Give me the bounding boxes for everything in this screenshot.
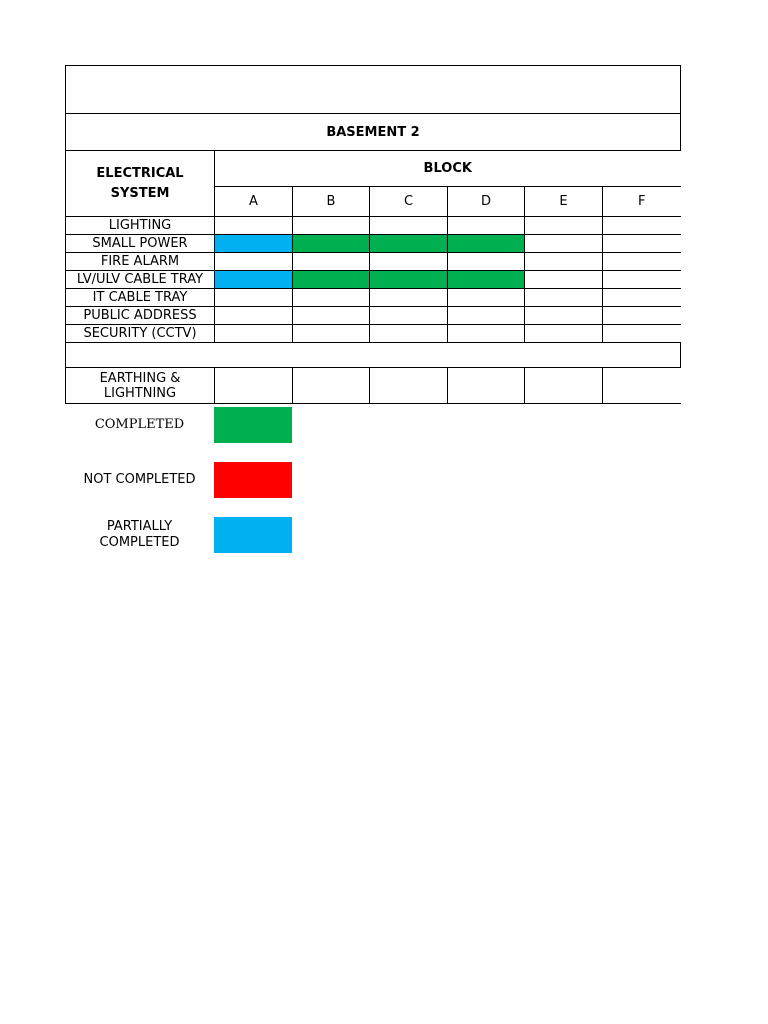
- legend-swatch: [214, 517, 292, 553]
- status-cell-a: [215, 325, 293, 343]
- status-cell-b: [293, 325, 370, 343]
- status-cell-e: [525, 307, 603, 325]
- status-cell-d: [448, 235, 525, 253]
- status-cell-c: [370, 217, 448, 235]
- legend-item: [65, 462, 292, 498]
- status-cell-c: [370, 235, 448, 253]
- status-cell-b: [293, 253, 370, 271]
- row-label: LV/ULV CABLE TRAY: [66, 271, 215, 289]
- system-header: ELECTRICAL SYSTEM: [66, 151, 215, 217]
- row-label: IT CABLE TRAY: [66, 289, 215, 307]
- status-cell-f: [603, 368, 681, 404]
- status-cell-c: [370, 325, 448, 343]
- status-cell-c: [370, 368, 448, 404]
- status-cell-b: [293, 235, 370, 253]
- section-title: BASEMENT 2: [66, 114, 681, 151]
- status-cell-d: [448, 325, 525, 343]
- table-row: [66, 235, 681, 253]
- status-cell-a: [215, 368, 293, 404]
- table-row: [66, 253, 681, 271]
- status-cell-b: [293, 217, 370, 235]
- status-cell-d: [448, 307, 525, 325]
- status-cell-e: [525, 253, 603, 271]
- status-cell-f: [603, 307, 681, 325]
- row-label: SECURITY (CCTV): [66, 325, 215, 343]
- status-cell-a: [215, 253, 293, 271]
- column-header-c: C: [370, 187, 448, 217]
- column-header-d: D: [448, 187, 525, 217]
- table-row: [66, 271, 681, 289]
- block-header: BLOCK: [215, 151, 681, 187]
- status-cell-e: [525, 217, 603, 235]
- status-cell-a: [215, 217, 293, 235]
- status-cell-e: [525, 235, 603, 253]
- row-label: SMALL POWER: [66, 235, 215, 253]
- status-cell-b: [293, 368, 370, 404]
- status-cell-e: [525, 368, 603, 404]
- table-row: [66, 217, 681, 235]
- column-header-a: A: [215, 187, 293, 217]
- legend-swatch: [214, 407, 292, 443]
- status-cell-c: [370, 253, 448, 271]
- status-cell-f: [603, 217, 681, 235]
- status-cell-e: [525, 325, 603, 343]
- table-row: [66, 325, 681, 343]
- status-cell-f: [603, 271, 681, 289]
- status-cell-f: [603, 325, 681, 343]
- row-label: FIRE ALARM: [66, 253, 215, 271]
- status-cell-a: [215, 235, 293, 253]
- column-header-f: F: [603, 187, 681, 217]
- row-label: PUBLIC ADDRESS: [66, 307, 215, 325]
- status-cell-d: [448, 289, 525, 307]
- table-row: [66, 289, 681, 307]
- header-blank-cell: [66, 66, 681, 114]
- legend-label: PARTIALLY COMPLETED: [99, 519, 180, 550]
- status-cell-c: [370, 271, 448, 289]
- table-row: [66, 307, 681, 325]
- status-cell-d: [448, 217, 525, 235]
- status-cell-a: [215, 289, 293, 307]
- status-cell-c: [370, 307, 448, 325]
- status-table: [65, 65, 681, 404]
- column-header-e: E: [525, 187, 603, 217]
- legend-swatch: [214, 462, 292, 498]
- status-cell-d: [448, 253, 525, 271]
- status-cell-d: [448, 271, 525, 289]
- column-header-b: B: [293, 187, 370, 217]
- status-cell-e: [525, 271, 603, 289]
- status-cell-f: [603, 253, 681, 271]
- status-cell-f: [603, 289, 681, 307]
- status-cell-c: [370, 289, 448, 307]
- status-cell-a: [215, 271, 293, 289]
- row-label: LIGHTING: [66, 217, 215, 235]
- status-cell-d: [448, 368, 525, 404]
- spacer-row: [66, 343, 681, 368]
- row-label-earthing: EARTHING & LIGHTNING: [66, 368, 215, 404]
- legend-label: COMPLETED: [94, 417, 185, 432]
- status-sheet: [65, 65, 680, 404]
- legend-item: [65, 407, 292, 443]
- status-cell-e: [525, 289, 603, 307]
- legend-item: [65, 517, 292, 553]
- status-cell-b: [293, 289, 370, 307]
- status-cell-f: [603, 235, 681, 253]
- status-cell-a: [215, 307, 293, 325]
- status-cell-b: [293, 307, 370, 325]
- legend-label: NOT COMPLETED: [83, 472, 196, 487]
- status-cell-b: [293, 271, 370, 289]
